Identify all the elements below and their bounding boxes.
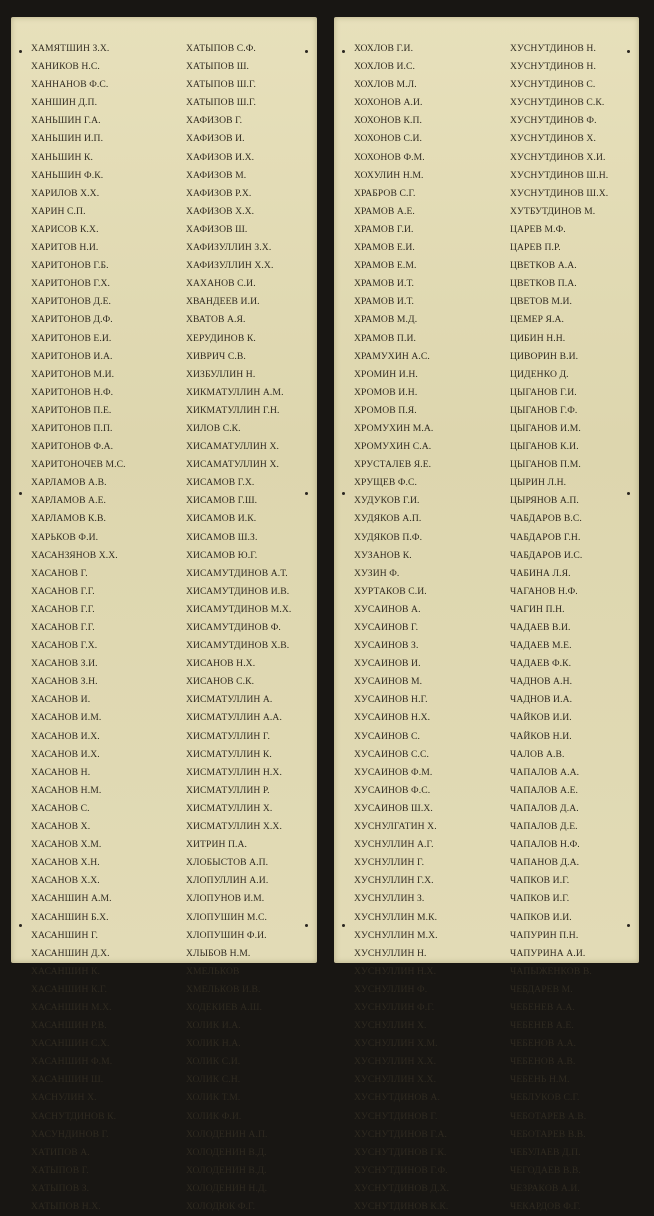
name-entry: ХАСАНШИН Д.Х. — [31, 947, 110, 959]
name-entry: ХУСНУТДИНОВ С. — [510, 79, 596, 91]
name-entry: ХИСАМОВ Г.Ш. — [186, 495, 258, 507]
name-entry: ХИВРИЧ С.В. — [186, 350, 246, 362]
name-entry: ХУТБУТДИНОВ М. — [510, 205, 596, 217]
screw-icon — [305, 492, 308, 495]
name-entry: ЧЕБЕНЬ Н.М. — [510, 1074, 570, 1086]
name-entry: ХИСАМОВ Г.Х. — [186, 477, 255, 489]
name-entry: ЧАГАНОВ Н.Ф. — [510, 585, 578, 597]
name-entry: ХУСНУЛЛИН М.Х. — [354, 929, 438, 941]
screw-icon — [342, 50, 345, 53]
name-entry: ХИСАНОВ Н.Х. — [186, 658, 256, 670]
name-entry: ЦЫГАНОВ К.И. — [510, 441, 579, 453]
name-entry: ХАСАНОВ С. — [31, 802, 90, 814]
name-entry: ХЛОПУНОВ И.М. — [186, 893, 265, 905]
name-entry: ХАТЫПОВ С.Ф. — [186, 43, 256, 54]
name-entry: ЧАБИНА Л.Я. — [510, 567, 571, 579]
name-entry: ЧЕБОТАРЕВ А.В. — [510, 1110, 587, 1122]
name-entry: ХУСНУЛЛИН Г. — [354, 857, 425, 869]
name-entry: ЧАПЫЖЕНКОВ В. — [510, 965, 592, 977]
name-entry: ХУСНУТДИНОВ Г.А. — [354, 1128, 448, 1140]
name-entry: ХАРЛАМОВ А.Е. — [31, 495, 107, 507]
name-entry: ХУСНУТДИНОВ Г.К. — [354, 1146, 447, 1158]
name-entry: ЦЕМЕР Я.А. — [510, 314, 565, 326]
name-entry: ЧЕБЕНЕВ А.А. — [510, 1001, 575, 1013]
name-entry: ХАСАНШИН А.М. — [31, 893, 112, 905]
name-entry: ХЕРУДИНОВ К. — [186, 332, 256, 344]
name-entry: ХОХОНОВ А.И. — [354, 97, 423, 109]
name-entry: ХУСНУТДИНОВ Ш.Х. — [510, 187, 609, 199]
name-entry: ХАРИТОНОВ П.П. — [31, 422, 113, 434]
name-entry: ХРОМОВ П.Я. — [354, 404, 417, 416]
name-entry: ХЛОПУЛЛИН А.И. — [186, 875, 269, 887]
name-entry: ХУСНУТДИНОВ С.К. — [510, 97, 605, 109]
name-entry: ХИТРИН П.А. — [186, 839, 248, 851]
name-entry: ХУСНУЛЛИН Ф.Г. — [354, 1001, 435, 1013]
name-entry: ХАСАНОВ З.Н. — [31, 676, 98, 688]
name-entry: ЦИДЕНКО Д. — [510, 368, 569, 380]
name-entry: ХУЗАНОВ К. — [354, 549, 412, 561]
name-entry: ХАРИТОНОЧЕВ М.С. — [31, 459, 126, 471]
name-entry: ХУСАИНОВ С. — [354, 730, 421, 742]
screw-icon — [342, 492, 345, 495]
name-entry: ЧЕКАРДОВ Ф.Г. — [510, 1201, 581, 1212]
name-entry: ХАТИПОВ А. — [31, 1146, 90, 1158]
name-entry: ХАТЫПОВ Ш. — [186, 61, 249, 73]
screw-icon — [305, 50, 308, 53]
name-entry: ХОЛИК С.И. — [186, 1056, 241, 1068]
name-entry: ЦЫРИН Л.Н. — [510, 477, 567, 489]
name-entry: ХАРЬКОВ Ф.И. — [31, 531, 99, 543]
name-entry: ХАСАНОВ Г.Х. — [31, 640, 98, 652]
name-entry: ХУСНУЛГАТИН Х. — [354, 821, 437, 833]
name-entry: ХАСАНОВ И. — [31, 694, 91, 706]
name-entry: ХУСНУТДИНОВ Н. — [510, 61, 596, 73]
name-entry: ХУСАИНОВ Н.Г. — [354, 694, 428, 706]
name-entry: ХЛОПУШИН М.С. — [186, 911, 268, 923]
name-entry: ХАСАНОВ Г.Г. — [31, 603, 95, 615]
name-entry: ХУДЯКОВ А.П. — [354, 513, 422, 525]
name-entry: ЧАДНОВ И.А. — [510, 694, 573, 706]
screw-icon — [19, 492, 22, 495]
name-entry: ХАСАНШИН Б.Х. — [31, 911, 109, 923]
name-entry: ХИСАМАТУЛЛИН Х. — [186, 441, 279, 453]
name-entry: ХРОМИН И.Н. — [354, 368, 418, 380]
name-entry: ХИСАМАТУЛЛИН Х. — [186, 459, 279, 471]
name-entry: ЦИВОРИН В.И. — [510, 350, 579, 362]
name-entry: ЦИБИН Н.Н. — [510, 332, 566, 344]
screw-icon — [19, 50, 22, 53]
name-entry: ЧАПКОВ И.И. — [510, 911, 572, 923]
name-entry: ЧЕБЕНОВ А.В. — [510, 1056, 576, 1068]
name-entry: ХОХОНОВ Ф.М. — [354, 151, 425, 163]
name-entry: ЧАПАЛОВ А.Е. — [510, 784, 579, 796]
name-entry: ХАСАНОВ Х. — [31, 821, 91, 833]
screw-icon — [305, 924, 308, 927]
name-entry: ХУДУКОВ Г.И. — [354, 495, 420, 507]
name-entry: ХИСАМУТДИНОВ И.В. — [186, 585, 290, 597]
name-entry: ЦЫГАНОВ Г.Ф. — [510, 404, 578, 416]
name-entry: ХУСАИНОВ С.С. — [354, 748, 430, 760]
name-entry: ХАСАНЗЯНОВ Х.Х. — [31, 549, 118, 561]
name-entry: ХАХАНОВ С.И. — [186, 278, 256, 290]
name-entry: ХИСМАТУЛЛИН К. — [186, 748, 272, 760]
name-entry: ХАФИЗОВ М. — [186, 169, 247, 181]
name-entry: ХУСАИНОВ Ф.С. — [354, 784, 431, 796]
name-entry: ХУСАИНОВ Ф.М. — [354, 766, 433, 778]
name-entry: ХАРИТОНОВ П.Е. — [31, 404, 112, 416]
name-entry: ХРУЩЕВ Ф.С. — [354, 477, 418, 489]
name-entry: ХИКМАТУЛЛИН Г.Н. — [186, 404, 280, 416]
screw-icon — [342, 924, 345, 927]
name-entry: ХАСАНШИН М.Х. — [31, 1001, 112, 1013]
name-entry: ЦАРЕВ П.Р. — [510, 242, 561, 254]
name-column — [31, 40, 126, 1216]
name-entry: ХАРИТОНОВ Е.И. — [31, 332, 112, 344]
name-entry: ХАФИЗОВ Р.Х. — [186, 187, 252, 199]
name-entry: ХАФИЗОВ И. — [186, 133, 245, 145]
name-entry: ХАСАНШИН Р.В. — [31, 1020, 107, 1032]
name-entry: ХИКМАТУЛЛИН А.М. — [186, 386, 284, 398]
name-entry: ХАСАНОВ Г.Г. — [31, 585, 95, 597]
name-entry: ХУСАИНОВ М. — [354, 676, 423, 688]
name-entry: ХУСНУТДИНОВ Х. — [510, 133, 596, 145]
name-entry: ХАСАНОВ Н.М. — [31, 784, 102, 796]
name-entry: ХОХОНОВ С.И. — [354, 133, 422, 145]
name-entry: ХОХЛОВ И.С. — [354, 61, 416, 73]
name-entry: ХАТЫПОВ Ш.Г. — [186, 97, 257, 109]
name-entry: ХУСНУЛЛИН Х.Х. — [354, 1056, 437, 1068]
name-entry: ЦВЕТКОВ А.А. — [510, 260, 577, 272]
name-entry: ЧАПУРИН П.Н. — [510, 929, 579, 941]
name-entry: ХЛЫБОВ Н.М. — [186, 947, 251, 959]
name-entry: ЦАРЕВ М.Ф. — [510, 223, 566, 235]
name-entry: ХАРИТОНОВ Н.Ф. — [31, 386, 114, 398]
name-entry: ХАСАНОВ Х.М. — [31, 839, 102, 851]
name-entry: ХАНШИН Д.П. — [31, 97, 98, 109]
name-entry: ХОЛИК Н.А. — [186, 1038, 241, 1050]
name-entry: ХИСМАТУЛЛИН Х. — [186, 802, 273, 814]
name-entry: ХАСАНШИН Ф.М. — [31, 1056, 113, 1068]
name-entry: ХАСАНОВ Х.Н. — [31, 857, 100, 869]
name-entry: ХИСАМУТДИНОВ Ф. — [186, 622, 281, 633]
name-entry: ХАСАНШИН С.Х. — [31, 1038, 110, 1050]
name-entry: ХУСНУТДИНОВ А. — [354, 1092, 440, 1104]
name-entry: ХАРИЛОВ Х.Х. — [31, 187, 100, 199]
name-entry: ХАСАНОВ Н. — [31, 766, 91, 778]
name-entry: ХУСНУЛЛИН Х.Х. — [354, 1074, 437, 1086]
name-entry: ХАНЬШИН И.П. — [31, 133, 104, 145]
name-entry: ЧАПКОВ И.Г. — [510, 893, 570, 905]
name-entry: ЧАДАЕВ Ф.К. — [510, 658, 572, 670]
name-entry: ХУСНУЛЛИН Х. — [354, 1020, 427, 1032]
name-entry: ЧАПАЛОВ Н.Ф. — [510, 839, 580, 851]
name-entry: ХУСНУЛЛИН Г.Х. — [354, 875, 434, 887]
name-entry: ХАРИТОНОВ Д.Е. — [31, 296, 112, 308]
name-entry: ХАРИТОНОВ И.А. — [31, 350, 113, 362]
name-entry: ХУСАИНОВ Ш.Х. — [354, 802, 433, 814]
name-entry: ХИСМАТУЛЛИН Г. — [186, 730, 270, 742]
name-entry: ХИСМАТУЛЛИН Х.Х. — [186, 821, 282, 833]
name-entry: ХМЕЛЬКОВ И.В. — [186, 983, 261, 995]
name-entry: ХАСАНОВ Г. — [31, 567, 88, 579]
name-entry: ХЛОПУШИН Ф.И. — [186, 929, 267, 941]
name-entry: ЧАБДАРОВ И.С. — [510, 549, 583, 561]
name-entry: ЧЕГОДАЕВ В.В. — [510, 1164, 581, 1176]
name-entry: ХУСАИНОВ З. — [354, 640, 419, 652]
name-entry: ЦВЕТОВ М.И. — [510, 296, 573, 308]
name-entry: ХАСАНШИН К.Г. — [31, 983, 108, 995]
name-entry: ХУСНУТДИНОВ Х.И. — [510, 151, 606, 163]
name-entry: ХРАМОВ А.Е. — [354, 205, 415, 217]
name-entry: ХУРТАКОВ С.И. — [354, 585, 427, 597]
name-entry: ХМЕЛЬКОВ — [186, 965, 240, 977]
name-entry: ХУСНУЛЛИН Н.Х. — [354, 965, 437, 977]
name-entry: ХУСНУТДИНОВ Ф. — [510, 115, 597, 127]
name-entry: ХОХЛОВ Г.И. — [354, 43, 414, 54]
name-entry: ХРАМУХИН А.С. — [354, 350, 430, 362]
name-entry: ЧАЛОВ А.В. — [510, 748, 565, 760]
name-entry: ХОХОНОВ К.П. — [354, 115, 422, 127]
name-entry: ХАМЯТШИН З.Х. — [31, 43, 110, 54]
name-entry: ХУСНУЛЛИН З. — [354, 893, 425, 905]
name-entry: ХУСНУТДИНОВ К.К. — [354, 1201, 449, 1212]
name-entry: ХОЛИК Ф.И. — [186, 1110, 242, 1122]
name-entry: ХЛОБЫСТОВ А.П. — [186, 857, 269, 869]
name-entry: ЦЫГАНОВ П.М. — [510, 459, 581, 471]
name-entry: ХИСАМУТДИНОВ А.Т. — [186, 567, 288, 579]
name-entry: ХАНЬШИН К. — [31, 151, 94, 163]
name-entry: ХРОМУХИН М.А. — [354, 422, 434, 434]
name-entry: ЧАПАЛОВ Д.Е. — [510, 821, 578, 833]
screw-icon — [627, 50, 630, 53]
name-entry: ХАСАНОВ И.Х. — [31, 748, 100, 760]
name-entry: ХИСАНОВ С.К. — [186, 676, 255, 688]
name-entry: ХИСАМУТДИНОВ М.Х. — [186, 603, 292, 615]
name-entry: ХАФИЗОВ Х.Х. — [186, 205, 255, 217]
name-entry: ХИСАМУТДИНОВ Х.В. — [186, 640, 290, 652]
name-entry: ХВАНДЕЕВ И.И. — [186, 296, 260, 308]
name-entry: ХАННАНОВ Ф.С. — [31, 79, 109, 91]
name-entry: ХУСНУТДИНОВ Ш.Н. — [510, 169, 609, 181]
name-entry: ХОЛОДЕНИН В.Д. — [186, 1164, 267, 1176]
name-entry: ХИЗБУЛЛИН Н. — [186, 368, 256, 380]
name-entry: ХУСНУЛЛИН Х.М. — [354, 1038, 438, 1050]
name-entry: ЦЫГАНОВ И.М. — [510, 422, 581, 434]
name-entry: ХАСАНОВ Г.Г. — [31, 622, 95, 633]
name-entry: ХАСАНШИН К. — [31, 965, 100, 977]
name-entry: ЧЕБОТАРЕВ В.В. — [510, 1128, 586, 1140]
name-entry: ХУСНУЛЛИН А.Г. — [354, 839, 434, 851]
name-entry: ХВАТОВ А.Я. — [186, 314, 246, 326]
name-entry: ХРОМУХИН С.А. — [354, 441, 432, 453]
name-column — [186, 40, 291, 1216]
name-entry: ХУСНУЛЛИН Н. — [354, 947, 427, 959]
name-entry: ХИСАМОВ Ю.Г. — [186, 549, 258, 561]
name-entry: ХИСАМОВ Ш.З. — [186, 531, 258, 543]
name-entry: ХОЛИК Т.М. — [186, 1092, 241, 1104]
name-entry: ХУЗИН Ф. — [354, 567, 400, 579]
name-entry: ХУСНУТДИНОВ Д.Х. — [354, 1182, 450, 1194]
name-entry: ХРАМОВ Е.И. — [354, 242, 415, 254]
name-entry: ЧАБДАРОВ Г.Н. — [510, 531, 581, 543]
name-entry: ЦВЕТКОВ П.А. — [510, 278, 577, 290]
name-entry: ЧЕБУЛАЕВ Д.П. — [510, 1146, 581, 1158]
name-entry: ЧЕБДАРЕВ М. — [510, 983, 573, 995]
name-column — [510, 40, 608, 1216]
name-entry: ХАФИЗУЛЛИН Х.Х. — [186, 260, 274, 272]
name-entry: ХАФИЗОВ И.Х. — [186, 151, 255, 163]
name-entry: ХАТЫПОВ З. — [31, 1182, 90, 1194]
name-entry: ХАСАНОВ И.Х. — [31, 730, 100, 742]
name-entry: ХИСМАТУЛЛИН Н.Х. — [186, 766, 282, 778]
screw-icon — [19, 924, 22, 927]
name-entry: ХИЛОВ С.К. — [186, 422, 241, 434]
name-entry: ХРУСТАЛЕВ Я.Е. — [354, 459, 432, 471]
name-entry: ХАСНУТДИНОВ К. — [31, 1110, 117, 1122]
name-entry: ЧАДНОВ А.Н. — [510, 676, 573, 688]
name-entry: ЧАДАЕВ М.Е. — [510, 640, 572, 652]
name-entry: ХАФИЗУЛЛИН З.Х. — [186, 242, 272, 254]
name-entry: ХАРЛАМОВ К.В. — [31, 513, 107, 525]
name-entry: ХУСАИНОВ Н.Х. — [354, 712, 431, 724]
name-entry: ХОЛИК И.А. — [186, 1020, 241, 1032]
name-entry: ХОЛОДЕНИН А.П. — [186, 1128, 268, 1140]
name-entry: ХУСНУТДИНОВ Г.Ф. — [354, 1164, 448, 1176]
name-entry: ХИСМАТУЛЛИН А.А. — [186, 712, 282, 724]
name-entry: ХАРИН С.П. — [31, 205, 86, 217]
name-entry: ЧАПУРИНА А.И. — [510, 947, 586, 959]
name-entry: ХАРИТОНОВ Д.Ф. — [31, 314, 113, 326]
name-entry: ХАРИТОНОВ Г.Х. — [31, 278, 111, 290]
name-entry: ХАНЬШИН Г.А. — [31, 115, 101, 127]
name-entry: ХУСНУТДИНОВ Г. — [354, 1110, 438, 1122]
name-entry: ХУСАИНОВ И. — [354, 658, 421, 670]
name-entry: ХАРИТОНОВ Г.Б. — [31, 260, 109, 272]
name-entry: ХОДЕКИЕВ А.Ш. — [186, 1001, 262, 1013]
name-entry: ЧАГИН П.Н. — [510, 603, 565, 615]
name-entry: ЧЕБЛУКОВ С.Г. — [510, 1092, 580, 1104]
name-entry: ХАФИЗОВ Ш. — [186, 223, 248, 235]
name-entry: ХРОМОВ И.Н. — [354, 386, 418, 398]
name-entry: ЧАБДАРОВ В.С. — [510, 513, 582, 525]
name-entry: ХАРИТОНОВ М.И. — [31, 368, 115, 380]
name-entry: ХАСАНОВ З.И. — [31, 658, 98, 670]
name-entry: ХОЛИК С.Н. — [186, 1074, 241, 1086]
name-entry: ХУДЯКОВ П.Ф. — [354, 531, 423, 543]
name-entry: ХАРИСОВ К.Х. — [31, 223, 99, 235]
name-entry: ХАСАНОВ Х.Х. — [31, 875, 100, 887]
name-plaque-right — [334, 17, 639, 1212]
name-entry: ХРАБРОВ С.Г. — [354, 187, 416, 199]
name-entry: ХИСМАТУЛЛИН А. — [186, 694, 273, 706]
name-entry: ХОЛОДЕНИН Н.Д. — [186, 1182, 268, 1194]
name-entry: ХАРИТОВ Н.И. — [31, 242, 99, 254]
name-entry: ХРАМОВ Г.И. — [354, 223, 414, 235]
name-entry: ЧЕЗРАКОВ А.И. — [510, 1182, 580, 1194]
name-column — [354, 40, 449, 1216]
name-entry: ХАСНУЛИН Х. — [31, 1092, 97, 1104]
name-entry: ХРАМОВ П.И. — [354, 332, 416, 344]
name-entry: ХУСАИНОВ Г. — [354, 622, 419, 633]
name-entry: ХАНЬШИН Ф.К. — [31, 169, 104, 181]
name-entry: ХОХУЛИН Н.М. — [354, 169, 424, 181]
name-entry: ХАТЫПОВ Ш.Г. — [186, 79, 257, 91]
name-entry: ХАТЫПОВ Г. — [31, 1164, 89, 1176]
name-entry: ХАСАНШИН Ш. — [31, 1074, 104, 1086]
name-entry: ХАНИКОВ Н.С. — [31, 61, 100, 73]
name-entry: ЧАПАЛОВ А.А. — [510, 766, 580, 778]
name-entry: ХУСНУТДИНОВ Н. — [510, 43, 596, 54]
name-entry: ХУСАИНОВ А. — [354, 603, 421, 615]
name-entry: ЧАЙКОВ И.И. — [510, 712, 572, 724]
name-entry: ХИСАМОВ И.К. — [186, 513, 257, 525]
name-plaque-left — [11, 17, 317, 1212]
name-entry: ЧАДАЕВ В.И. — [510, 622, 571, 633]
name-entry: ХАСАНШИН Г. — [31, 929, 99, 941]
name-entry: ЧАПАЛОВ Д.А. — [510, 802, 579, 814]
name-entry: ХОХЛОВ М.Л. — [354, 79, 417, 91]
name-entry: ЧАПАНОВ Д.А. — [510, 857, 580, 869]
name-entry: ХАРИТОНОВ Ф.А. — [31, 441, 114, 453]
name-entry: ЦЫРЯНОВ А.П. — [510, 495, 579, 507]
name-entry: ХРАМОВ Е.М. — [354, 260, 417, 272]
name-entry: ХРАМОВ И.Т. — [354, 296, 414, 308]
name-entry: ХРАМОВ М.Д. — [354, 314, 418, 326]
name-entry: ХАРЛАМОВ А.В. — [31, 477, 107, 489]
name-entry: ЧАПКОВ И.Г. — [510, 875, 570, 887]
name-entry: ЧЕБЕНЕВ А.Е. — [510, 1020, 574, 1032]
name-entry: ХАТЫПОВ Н.Х. — [31, 1201, 101, 1212]
name-entry: ХАФИЗОВ Г. — [186, 115, 243, 127]
name-entry: ХАСАНОВ И.М. — [31, 712, 102, 724]
screw-icon — [627, 924, 630, 927]
name-entry: ХОЛОДЕНИН В.Д. — [186, 1146, 267, 1158]
name-entry: ХУСНУЛЛИН Ф. — [354, 983, 428, 995]
name-entry: ХИСМАТУЛЛИН Р. — [186, 784, 270, 796]
name-entry: ХРАМОВ И.Т. — [354, 278, 414, 290]
name-entry: ЧАЙКОВ Н.И. — [510, 730, 572, 742]
name-entry: ХУСНУЛЛИН М.К. — [354, 911, 438, 923]
name-entry: ЧЕБЕНОВ А.А. — [510, 1038, 576, 1050]
name-entry: ЦЫГАНОВ Г.И. — [510, 386, 577, 398]
name-entry: ХОЛОДЮК Ф.Г. — [186, 1201, 256, 1212]
screw-icon — [627, 492, 630, 495]
name-entry: ХАСУНДИНОВ Г. — [31, 1128, 109, 1140]
